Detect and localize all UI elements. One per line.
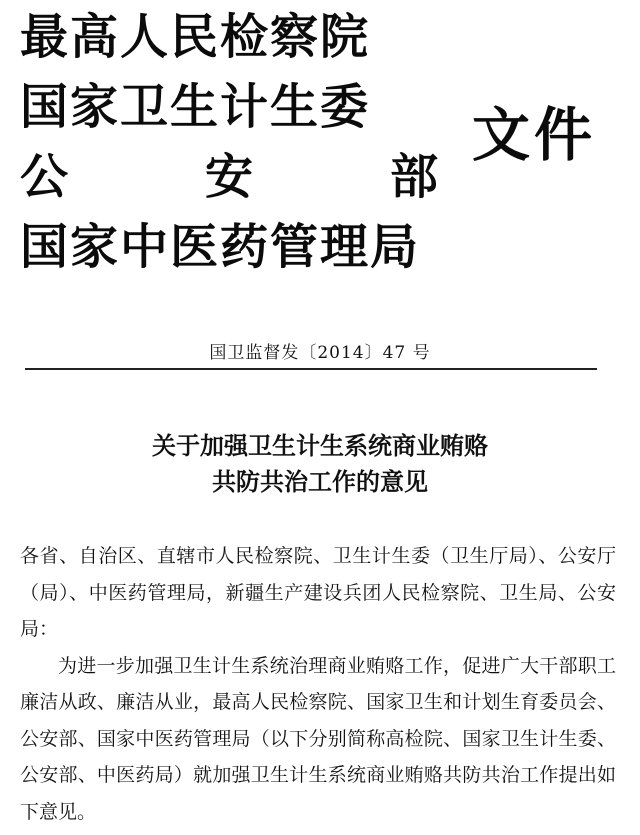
body-paragraph-1: 为进一步加强卫生计生系统治理商业贿赂工作，促进广大干部职工廉洁从政、廉洁从业，最高人民检察院、国家卫生和计划生育委员会、公安部、国家中医药管理局（以下分别简称高检院、国家卫生计生委、公安部、中医药局）就加强卫生计生系统商业贿赂共防共治工作提出如下意见。 (20, 654, 616, 823)
document-suffix: 文件 (472, 101, 597, 169)
issuer-procuratorate: 最高人民检察院 (20, 9, 371, 65)
issuing-authorities (20, 2, 450, 282)
issuer-public-security-text (20, 142, 440, 212)
issuer-public-security (20, 142, 440, 212)
title-line-1: 关于加强卫生计生系统商业贿赂 (152, 431, 488, 460)
issuer-health-commission: 国家卫生计生委 (20, 79, 371, 135)
document-body (20, 538, 616, 830)
header-divider (25, 368, 597, 370)
document-number: 国卫监督发〔2014〕47 号 (209, 343, 431, 363)
issuer-tcm-administration: 国家中医药管理局 (20, 219, 421, 275)
document-title (0, 428, 640, 500)
issuer-character: 部 (389, 149, 440, 205)
issuer-character: 公 (20, 149, 71, 205)
addressees: 各省、自治区、直辖市人民检察院、卫生计生委（卫生厅局）、公安厅（局）、中医药管理局，新疆生产建设兵团人民检察院、卫生局、公安局： (20, 545, 616, 640)
title-line-2: 共防共治工作的意见 (212, 467, 428, 496)
issuer-character: 安 (204, 149, 255, 205)
